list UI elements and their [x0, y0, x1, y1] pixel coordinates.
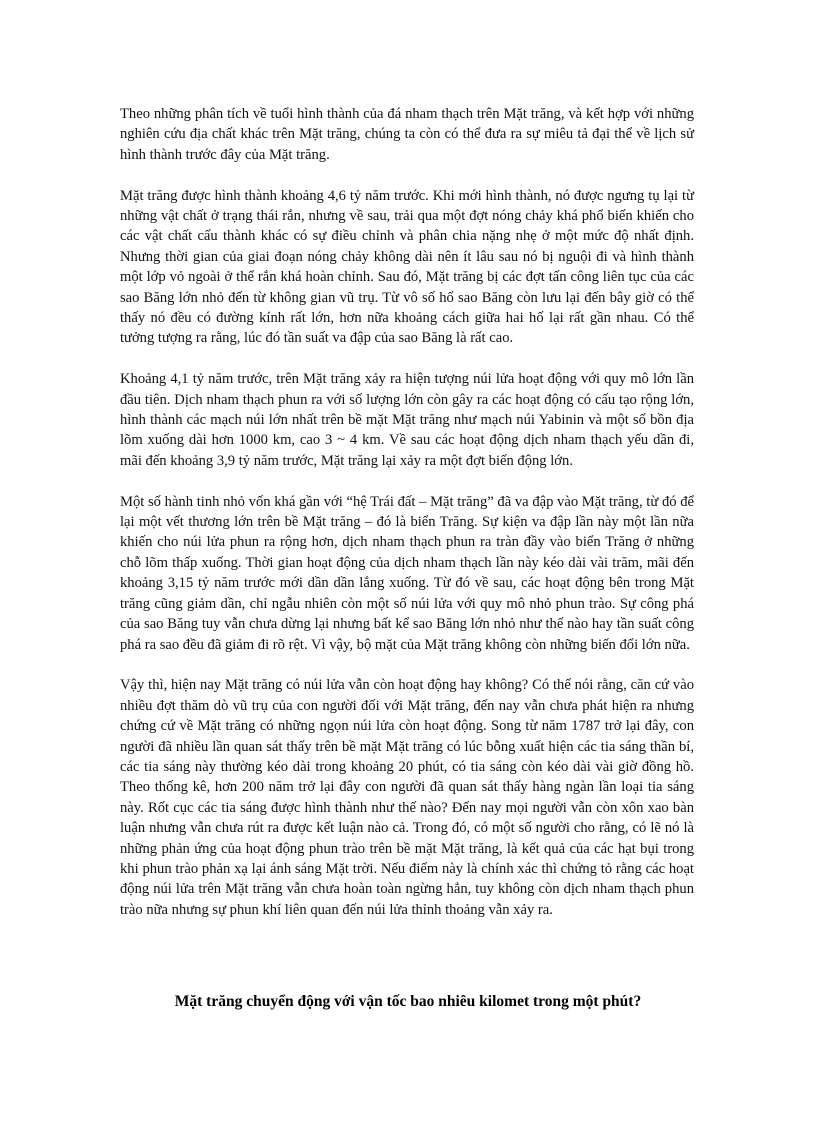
paragraph-volcanic-activity: Khoảng 4,1 tỷ năm trước, trên Mặt trăng xảy ra hiện tượng núi lửa hoạt động với quy mô lớn lần đầu tiên. Dịch nham thạch phun ra với số lượng lớn còn gây ra các hoạt động có cấu tạo rộng lớn, hình thành các mạch núi lớn nhất trên bề mặt Mặt trăng như mạch núi Yabinin và một số bồn địa lõm xuống dài hơn 1000 km, cao 3 ~ 4 km. Về sau các hoạt động dịch nham thạch yếu dần đi, mãi đến khoảng 3,9 tỷ năm trước, Mặt trăng lại xảy ra một đợt biến động lớn.: [120, 371, 694, 469]
paragraph-active-volcanoes-question: Vậy thì, hiện nay Mặt trăng có núi lửa vẫn còn hoạt động hay không? Có thể nói rằng, căn cứ vào nhiều đợt thăm dò vũ trụ của con người đối với Mặt trăng, đến nay vẫn chưa phát hiện ra nhưng chứng cứ về Mặt trăng có những ngọn núi lửa còn hoạt động. Song từ năm 1787 trở lại đây, con người đã nhiều lần quan sát thấy trên bề mặt Mặt trăng có lúc bỗng xuất hiện các tia sáng thần bí, các tia sáng này thường kéo dài trong khoảng 20 phút, có tia sáng còn kéo dài vài giờ đồng hồ. Theo thống kê, hơn 200 năm trở lại đây con người đã quan sát thấy hàng ngàn lần loại tia sáng này. Rốt cục các tia sáng được hình thành như thế nào? Đến nay mọi người vẫn còn xôn xao bàn luận nhưng vẫn chưa rút ra được kết luận nào cả. Trong đó, có một số người cho rằng, có lẽ nó là những phản ứng của hoạt động phun trào trên bề mặt Mặt trăng, là kết quả của các hạt bụi trong khi phun trào phản xạ lại ánh sáng Mặt trời. Nếu điểm này là chính xác thì chứng tỏ rằng các hoạt động núi lửa trên Mặt trăng vẫn chưa hoàn toàn ngừng hẳn, tuy không còn dịch nham thạch phun trào nữa nhưng sự phun khí liên quan đến núi lửa thỉnh thoảng vẫn xảy ra.: [120, 677, 694, 918]
section-heading: Mặt trăng chuyển động với vận tốc bao nhiêu kilomet trong một phút?: [174, 993, 642, 1010]
paragraph-moon-formation-4-6-billion: Mặt trăng được hình thành khoảng 4,6 tỷ năm trước. Khi mới hình thành, nó được ngưng tụ lại từ những vật chất ở trạng thái rắn, nhưng về sau, trải qua một đợt nóng chảy khá phổ biến khiến cho các vật chất cấu thành khác có sự điều chỉnh và phân chia nặng nhẹ ở một mức độ nhất định. Nhưng thời gian của giai đoạn nóng chảy không dài nên ít lâu sau nó bị nguội đi và hình thành một lớp vỏ ngoài ở thể rắn khá hoàn chỉnh. Sau đó, Mặt trăng bị các đợt tấn công liên tục của các sao Băng lớn nhỏ đến từ không gian vũ trụ. Từ vô số hố sao Băng còn lưu lại đến bây giờ có thể thấy nó đều có đường kính rất lớn, hơn nữa khoảng cách giữa hai hố lại rất gần nhau. Có thể tưởng tượng ra rằng, lúc đó tần suất va đập của sao Băng là rất cao.: [120, 187, 694, 347]
paragraph-moon-sea-impact: Một số hành tinh nhỏ vốn khá gần với “hệ Trái đất – Mặt trăng” đã va đập vào Mặt trăng, từ đó để lại một vết thương lớn trên bề Mặt trăng – đó là biển Trăng. Sự kiện va đập lần này một lần nữa khiến cho núi lửa phun ra rộng hơn, dịch nham thạch phun ra tràn đầy vào biển Trăng ở những chỗ lõm thấp xuống. Thời gian hoạt động của dịch nham thạch lần này kéo dài vài trăm, mãi đến khoảng 3,15 tỷ năm trước mới dần dần lắng xuống. Từ đó về sau, các hoạt động bên trong Mặt trăng cũng giảm dần, chỉ ngẫu nhiên còn một số núi lửa với quy mô nhỏ phun trào. Sự công phá của sao Băng tuy vẫn chưa dừng lại nhưng bất kể sao Băng lớn nhỏ như thế nào hay tần suất công phá ra sao đều đã giảm đi rõ rệt. Vì vậy, bộ mặt của Mặt trăng không còn những biến đổi lớn nữa.: [120, 493, 694, 653]
document-body: [120, 104, 694, 941]
paragraph-moon-formation-intro: Theo những phân tích về tuổi hình thành của đá nham thạch trên Mặt trăng, và kết hợp với những nghiên cứu địa chất khác trên Mặt trăng, chúng ta còn có thể đưa ra sự miêu tả đại thể về lịch sử hình thành trước đây của Mặt trăng.: [120, 106, 694, 163]
